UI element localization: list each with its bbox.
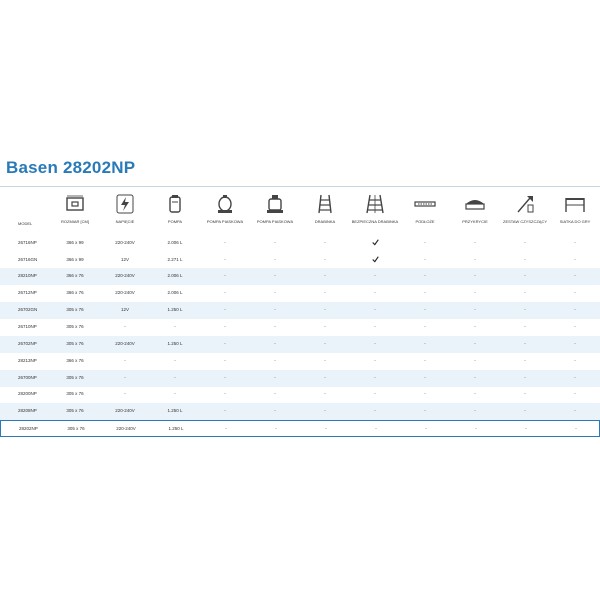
safe_ladder-cell: -	[374, 408, 376, 413]
net-cell: -	[574, 273, 576, 278]
size-cell: 366 x 99	[66, 240, 84, 245]
sand1-cell: -	[224, 375, 226, 380]
sand2-cell: -	[274, 358, 276, 363]
model-cell: 28208NP	[18, 408, 37, 413]
ladder-cell: -	[324, 358, 326, 363]
voltage-cell: 220-240V	[115, 341, 135, 346]
column-label: BEZPIECZNA DRABINKA	[351, 219, 399, 224]
net-cell: -	[574, 307, 576, 312]
sand2-cell: -	[274, 408, 276, 413]
pool-cover-icon	[464, 194, 486, 214]
lightning-icon	[114, 194, 136, 214]
ladder-cell: -	[324, 307, 326, 312]
voltage-cell: 220-240V	[115, 240, 135, 245]
sand1-cell: -	[224, 358, 226, 363]
voltage-cell: 12V	[120, 257, 129, 262]
model-cell: 28200NP	[18, 391, 37, 396]
size-cell: 366 x 99	[66, 257, 84, 262]
model-cell: 26716NP	[18, 240, 37, 245]
safe_ladder-cell: -	[374, 307, 376, 312]
sand1-cell: -	[224, 307, 226, 312]
ground-cell: -	[424, 290, 426, 295]
pump-cell: 2.006 L	[167, 240, 183, 245]
sand1-cell: -	[225, 426, 227, 431]
page-title: Basen 28202NP	[6, 158, 136, 177]
sand2-cell: -	[274, 273, 276, 278]
column-header-voltage	[100, 194, 150, 224]
safe_ladder-cell: -	[374, 324, 376, 329]
voltage-cell: -	[124, 358, 126, 363]
ladder-cell: -	[324, 290, 326, 295]
net-cell: -	[574, 257, 576, 262]
cleaning-kit-icon	[514, 194, 536, 214]
voltage-cell: -	[124, 391, 126, 396]
sand2-cell: -	[274, 290, 276, 295]
cover-cell: -	[474, 341, 476, 346]
ground-cell: -	[425, 426, 427, 431]
ladder-cell: -	[324, 391, 326, 396]
pump-cell: -	[174, 375, 176, 380]
table-row	[0, 302, 600, 319]
pump-cell: -	[174, 358, 176, 363]
column-label: POMPA PIASKOWA	[206, 219, 244, 224]
cover-cell: -	[474, 408, 476, 413]
cleaning-cell: -	[524, 290, 526, 295]
model-cell: 26702NP	[18, 341, 37, 346]
net-cell: -	[574, 391, 576, 396]
voltage-cell: 220-240V	[115, 273, 135, 278]
column-label: PRZYKRYCIE	[462, 219, 488, 224]
safe_ladder-cell: -	[375, 426, 377, 431]
ground-cell: -	[424, 358, 426, 363]
pump-cell: 1.250 L	[167, 341, 183, 346]
size-cell: 305 x 76	[66, 391, 84, 396]
cleaning-cell: -	[524, 358, 526, 363]
column-header-sand1	[200, 194, 250, 224]
ladder-cell: -	[324, 341, 326, 346]
voltage-cell: 12V	[120, 307, 129, 312]
ground-cell: -	[424, 240, 426, 245]
net-cell: -	[574, 324, 576, 329]
pump-cell: 2.006 L	[167, 290, 183, 295]
column-header-ladder	[300, 194, 350, 224]
sand2-cell: -	[274, 375, 276, 380]
ruler-box-icon	[64, 194, 86, 214]
cleaning-cell: -	[525, 426, 527, 431]
cleaning-cell: -	[524, 408, 526, 413]
table-row	[0, 386, 600, 403]
column-label: PODŁOŻE	[415, 219, 435, 224]
sand2-cell: -	[274, 391, 276, 396]
size-cell: 305 x 76	[67, 426, 85, 431]
table-row	[0, 353, 600, 370]
net-cell: -	[574, 358, 576, 363]
safe_ladder-cell: -	[374, 391, 376, 396]
sand1-cell: -	[224, 290, 226, 295]
ladder-cell: -	[324, 257, 326, 262]
pump-cell: 1.250 L	[167, 307, 183, 312]
volleyball-net-icon	[564, 194, 586, 214]
size-cell: 366 x 76	[66, 358, 84, 363]
sand2-cell: -	[274, 324, 276, 329]
ground-cell: -	[424, 257, 426, 262]
voltage-cell: 220-240V	[115, 290, 135, 295]
table-row	[0, 336, 600, 353]
cover-cell: -	[474, 273, 476, 278]
size-cell: 305 x 76	[66, 307, 84, 312]
sand1-cell: -	[224, 391, 226, 396]
check-icon	[350, 252, 400, 269]
cleaning-cell: -	[524, 375, 526, 380]
sand1-cell: -	[224, 341, 226, 346]
table-row	[0, 235, 600, 252]
cover-cell: -	[474, 257, 476, 262]
ground-cloth-icon	[414, 194, 436, 214]
net-cell: -	[574, 375, 576, 380]
sand2-cell: -	[274, 307, 276, 312]
column-label: SIATKA DO GRY	[559, 219, 591, 224]
column-header-net	[550, 194, 600, 224]
model-cell: 26702GN	[18, 307, 38, 312]
table-row	[0, 403, 600, 420]
cover-cell: -	[475, 426, 477, 431]
cleaning-cell: -	[524, 391, 526, 396]
sand2-cell: -	[274, 240, 276, 245]
cleaning-cell: -	[524, 324, 526, 329]
size-cell: 305 x 76	[66, 324, 84, 329]
voltage-cell: -	[124, 324, 126, 329]
column-label: POMPA	[167, 219, 183, 224]
ladder-cell: -	[324, 408, 326, 413]
net-cell: -	[575, 426, 577, 431]
table-row	[0, 319, 600, 336]
ground-cell: -	[424, 273, 426, 278]
title-divider	[0, 186, 600, 187]
cover-cell: -	[474, 375, 476, 380]
column-header-cleaning	[500, 194, 550, 224]
sand1-cell: -	[224, 257, 226, 262]
ladder-cell: -	[324, 240, 326, 245]
model-cell: 28210NP	[18, 273, 37, 278]
ladder-cell: -	[324, 375, 326, 380]
cover-cell: -	[474, 324, 476, 329]
column-header-model: MODEL	[18, 221, 33, 226]
cleaning-cell: -	[524, 273, 526, 278]
cleaning-cell: -	[524, 307, 526, 312]
cover-cell: -	[474, 240, 476, 245]
model-cell: 28202NP	[19, 426, 38, 431]
column-header-ground	[400, 194, 450, 224]
cover-cell: -	[474, 391, 476, 396]
model-cell: 26716GN	[18, 257, 38, 262]
ground-cell: -	[424, 307, 426, 312]
voltage-cell: 220-240V	[116, 426, 136, 431]
table-row	[0, 370, 600, 387]
model-cell: 26700NP	[18, 375, 37, 380]
sand2-cell: -	[274, 341, 276, 346]
sand-pump-icon	[214, 194, 236, 214]
safe_ladder-cell: -	[374, 375, 376, 380]
net-cell: -	[574, 408, 576, 413]
sand2-cell: -	[275, 426, 277, 431]
model-cell: 26712NP	[18, 290, 37, 295]
table-header	[0, 194, 600, 230]
voltage-cell: -	[124, 375, 126, 380]
model-cell: 26710NP	[18, 324, 37, 329]
model-cell: 28213NP	[18, 358, 37, 363]
column-header-safe_ladder	[350, 194, 400, 224]
ladder-cell: -	[325, 426, 327, 431]
pump-cell: -	[174, 324, 176, 329]
cleaning-cell: -	[524, 240, 526, 245]
column-label: POMPA PIASKOWA	[256, 219, 294, 224]
table-row	[0, 285, 600, 302]
net-cell: -	[574, 341, 576, 346]
safe_ladder-cell: -	[374, 290, 376, 295]
column-label: ZESTAW CZYSZCZĄCY	[503, 219, 547, 224]
sand1-cell: -	[224, 273, 226, 278]
safe_ladder-cell: -	[374, 273, 376, 278]
size-cell: 305 x 76	[66, 408, 84, 413]
check-icon	[350, 235, 400, 252]
size-cell: 305 x 76	[66, 375, 84, 380]
column-header-pump	[150, 194, 200, 224]
ladder-cell: -	[324, 324, 326, 329]
size-cell: 366 x 76	[66, 290, 84, 295]
column-label: DRABINKA	[314, 219, 336, 224]
sand2-cell: -	[274, 257, 276, 262]
ground-cell: -	[424, 341, 426, 346]
column-label: ROZMIAR [CM]	[61, 219, 89, 224]
cleaning-cell: -	[524, 257, 526, 262]
voltage-cell: 220-240V	[115, 408, 135, 413]
table-row	[0, 252, 600, 269]
cover-cell: -	[474, 307, 476, 312]
cover-cell: -	[474, 290, 476, 295]
ladder-icon	[314, 194, 336, 214]
net-cell: -	[574, 290, 576, 295]
cover-cell: -	[474, 358, 476, 363]
cleaning-cell: -	[524, 341, 526, 346]
ladder-cell: -	[324, 273, 326, 278]
table-row	[0, 420, 600, 437]
safe_ladder-cell: -	[374, 358, 376, 363]
sand1-cell: -	[224, 240, 226, 245]
size-cell: 366 x 76	[66, 273, 84, 278]
column-header-size	[50, 194, 100, 224]
sand1-cell: -	[224, 324, 226, 329]
net-cell: -	[574, 240, 576, 245]
sand1-cell: -	[224, 408, 226, 413]
ground-cell: -	[424, 375, 426, 380]
safe_ladder-cell: -	[374, 341, 376, 346]
column-header-cover	[450, 194, 500, 224]
column-header-sand2	[250, 194, 300, 224]
sand-pump-alt-icon	[264, 194, 286, 214]
pump-cell: 2.006 L	[167, 273, 183, 278]
ground-cell: -	[424, 408, 426, 413]
safety-ladder-icon	[364, 194, 386, 214]
ground-cell: -	[424, 391, 426, 396]
size-cell: 305 x 76	[66, 341, 84, 346]
pump-cell: 1.250 L	[167, 408, 183, 413]
pump-cell: 1.250 L	[168, 426, 184, 431]
column-label: NAPIĘCIE	[115, 219, 135, 224]
table-row	[0, 268, 600, 285]
ground-cell: -	[424, 324, 426, 329]
pump-cell: 2.271 L	[167, 257, 183, 262]
filter-pump-icon	[164, 194, 186, 214]
pump-cell: -	[174, 391, 176, 396]
